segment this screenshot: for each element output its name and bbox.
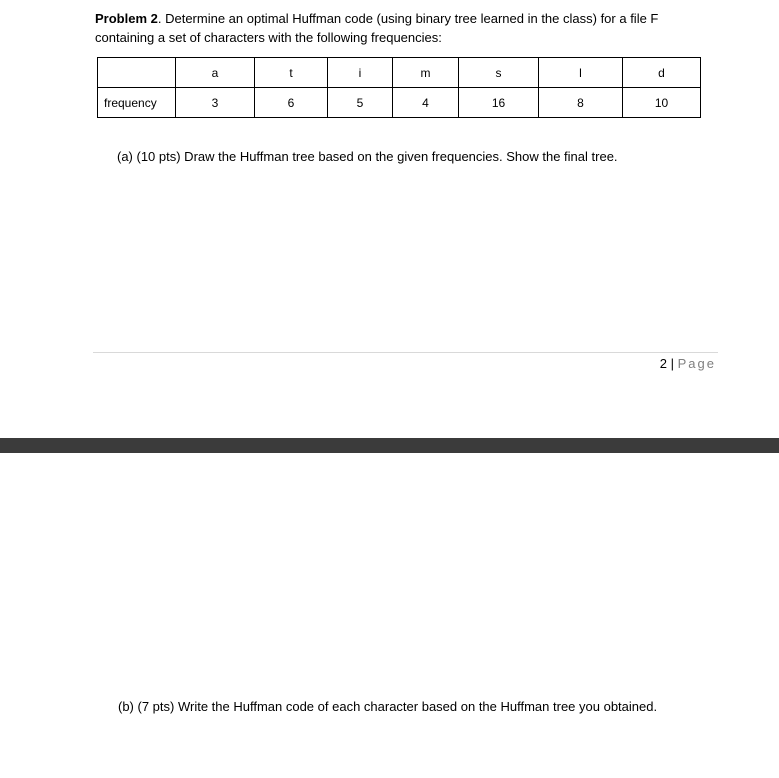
row-header-frequency: frequency [98, 88, 176, 118]
table-cell-char: d [623, 58, 701, 88]
table-cell-frequency: 10 [623, 88, 701, 118]
table-cell-frequency: 4 [393, 88, 459, 118]
frequency-table [97, 57, 701, 118]
problem-statement [95, 9, 735, 47]
table-cell-frequency: 5 [328, 88, 393, 118]
table-cell-char: m [393, 58, 459, 88]
page-word: Page [677, 356, 716, 371]
part-a-instruction: (a) (10 pts) Draw the Huffman tree based on the given frequencies. Show the final tree. [117, 149, 618, 164]
page-break-bar [0, 438, 779, 453]
table-row-frequency [98, 88, 701, 118]
table-cell-frequency: 6 [255, 88, 328, 118]
part-b-instruction: (b) (7 pts) Write the Huffman code of each character based on the Huffman tree you obtained. [118, 699, 658, 714]
table-cell-frequency: 3 [176, 88, 255, 118]
page-number-separator: | [667, 356, 678, 371]
table-cell-char: i [328, 58, 393, 88]
table-cell-char: t [255, 58, 328, 88]
table-cell-char: s [459, 58, 539, 88]
page-bottom [0, 453, 779, 778]
table-cell-frequency: 8 [539, 88, 623, 118]
table-header-row [98, 58, 701, 88]
table-cell-char: l [539, 58, 623, 88]
page-number-value: 2 [659, 356, 668, 371]
table-corner-cell [98, 58, 176, 88]
table-cell-char: a [176, 58, 255, 88]
problem-text-line2: containing a set of characters with the following frequencies: [95, 30, 442, 45]
problem-text-line1: . Determine an optimal Huffman code (using binary tree learned in the class) for a file F [157, 11, 659, 26]
footer-divider [93, 352, 718, 353]
table-cell-frequency: 16 [459, 88, 539, 118]
page-number [660, 356, 716, 371]
problem-label: Problem 2 [95, 11, 158, 26]
